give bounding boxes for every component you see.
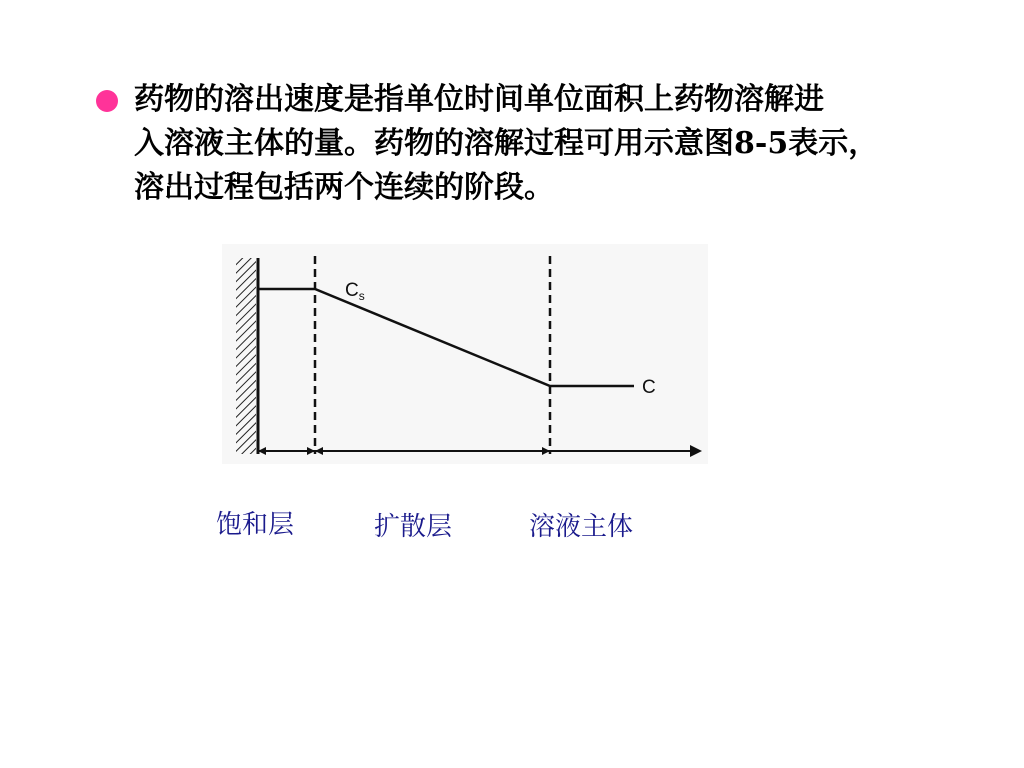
bullet-line-2: 入溶液主体的量。药物的溶解过程可用示意图8-5表示， [134,126,879,161]
diffusion-layer-label: 扩散层 [374,512,453,542]
bullet-line-1: 药物的溶出速度是指单位时间单位面积上药物溶解进 [134,82,824,117]
solid-wall-hatching [236,258,256,454]
bulk-solution-label: 溶液主体 [529,512,634,542]
bullet-text [134,78,964,210]
axis-arrow-right [690,445,702,457]
bullet-line-3: 溶出过程包括两个连续的阶段。 [134,170,554,205]
dissolution-diagram [222,244,708,464]
saturated-layer-label: 饱和层 [216,510,295,540]
c-label: C [642,377,656,398]
cs-label: $C_s$ [345,280,365,303]
bullet-dot-icon [96,90,118,112]
